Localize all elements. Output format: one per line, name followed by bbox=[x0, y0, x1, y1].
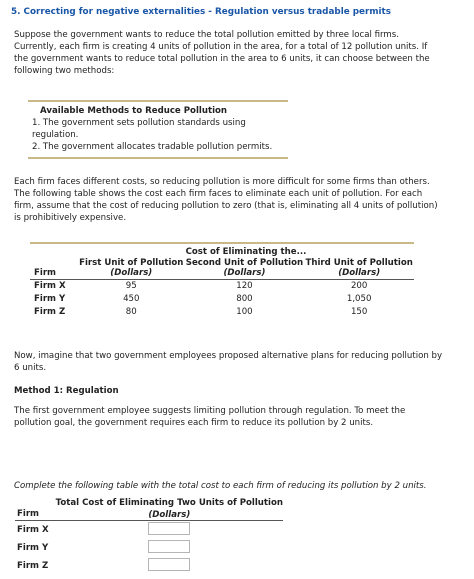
cost-table bbox=[30, 242, 414, 319]
unit-label: (Dollars) bbox=[304, 268, 414, 279]
firm-name: Firm X bbox=[34, 280, 66, 291]
alt-plans-line: Now, imagine that two government employees proposed alternative plans for reducing pollution by bbox=[14, 351, 443, 361]
method1-paragraph bbox=[14, 405, 464, 429]
method-item-1: 1. The government sets pollution standards using regulation. bbox=[32, 118, 246, 140]
costs-intro-line: Each firm faces different costs, so reducing pollution is more difficult for some firms than others. bbox=[14, 177, 430, 187]
methods-box bbox=[28, 100, 288, 159]
answer-table-title: Total Cost of Eliminating Two Units of Pollution bbox=[55, 498, 283, 508]
instruction-text: Complete the following table with the total cost to each firm of reducing its pollution by 2 units. bbox=[14, 481, 427, 491]
intro-line: the government wants to reduce total pollution in the area to 6 units, it can choose between the bbox=[14, 54, 430, 64]
intro-line: following two methods: bbox=[14, 66, 115, 76]
method1-line: The first government employee suggests limiting pollution through regulation. To meet the bbox=[14, 406, 406, 416]
col-header-third: Third Unit of Pollution bbox=[305, 257, 413, 268]
methods-list bbox=[28, 117, 288, 153]
method1-line: pollution goal, the government requires each firm to reduce its pollution by 2 units. bbox=[14, 418, 374, 428]
costs-intro-line: firm, assume that the cost of reducing pollution to zero (that is, eliminating all 4 units of pollution) bbox=[14, 201, 438, 211]
firm-y-cost-input[interactable] bbox=[148, 540, 190, 553]
cost-cell: 80 bbox=[125, 306, 137, 317]
methods-bottom-rule bbox=[28, 157, 288, 159]
firm-name: Firm Z bbox=[34, 306, 66, 317]
cost-cell: 800 bbox=[236, 293, 253, 304]
methods-title: Available Methods to Reduce Pollution bbox=[40, 106, 228, 116]
answer-row bbox=[15, 521, 283, 540]
cost-cell: 200 bbox=[350, 280, 368, 291]
firm-x-cost-input[interactable] bbox=[148, 522, 190, 535]
costs-intro-line: The following table shows the cost each firm faces to eliminate each unit of pollution. For each bbox=[14, 189, 423, 199]
firm-column-header: Firm bbox=[30, 268, 78, 279]
cost-group-header: Cost of Eliminating the... bbox=[185, 247, 307, 257]
intro-paragraph bbox=[14, 29, 464, 77]
answer-table bbox=[15, 498, 283, 575]
firm-name: Firm Y bbox=[34, 293, 66, 304]
firm-z-cost-input[interactable] bbox=[148, 558, 190, 571]
method1-title: Method 1: Regulation bbox=[14, 386, 119, 396]
answer-firm-name: Firm Y bbox=[17, 543, 49, 553]
unit-label: (Dollars) bbox=[185, 268, 305, 279]
answer-unit-label: (Dollars) bbox=[56, 509, 283, 521]
question-heading: 5. Correcting for negative externalities - Regulation versus tradable permits bbox=[11, 7, 391, 17]
alt-plans-line: 6 units. bbox=[14, 363, 47, 373]
costs-intro-paragraph bbox=[14, 176, 464, 224]
cost-cell: 150 bbox=[350, 306, 368, 317]
table-row bbox=[30, 279, 414, 293]
answer-row bbox=[15, 557, 283, 575]
answer-firm-name: Firm X bbox=[17, 525, 49, 535]
alt-plans-paragraph bbox=[14, 350, 464, 374]
col-header-second: Second Unit of Pollution bbox=[185, 257, 304, 268]
col-header-first: First Unit of Pollution bbox=[79, 257, 184, 268]
unit-label: (Dollars) bbox=[78, 268, 185, 279]
cost-cell: 1,050 bbox=[346, 293, 372, 304]
table-row bbox=[30, 306, 414, 319]
method-item-2: 2. The government allocates tradable pollution permits. bbox=[32, 142, 273, 152]
costs-intro-line: is prohibitively expensive. bbox=[14, 213, 127, 223]
answer-firm-header: Firm bbox=[15, 509, 56, 521]
answer-firm-name: Firm Z bbox=[17, 561, 49, 571]
table-row bbox=[30, 293, 414, 306]
cost-cell: 95 bbox=[125, 280, 137, 291]
answer-row bbox=[15, 539, 283, 557]
cost-cell: 120 bbox=[236, 280, 253, 291]
intro-line: Suppose the government wants to reduce the total pollution emitted by three local firms. bbox=[14, 30, 399, 40]
cost-cell: 450 bbox=[123, 293, 140, 304]
methods-top-rule bbox=[28, 100, 288, 102]
intro-line: Currently, each firm is creating 4 units of pollution in the area, for a total of 12 pollution units. If bbox=[14, 42, 428, 52]
cost-cell: 100 bbox=[236, 306, 253, 317]
